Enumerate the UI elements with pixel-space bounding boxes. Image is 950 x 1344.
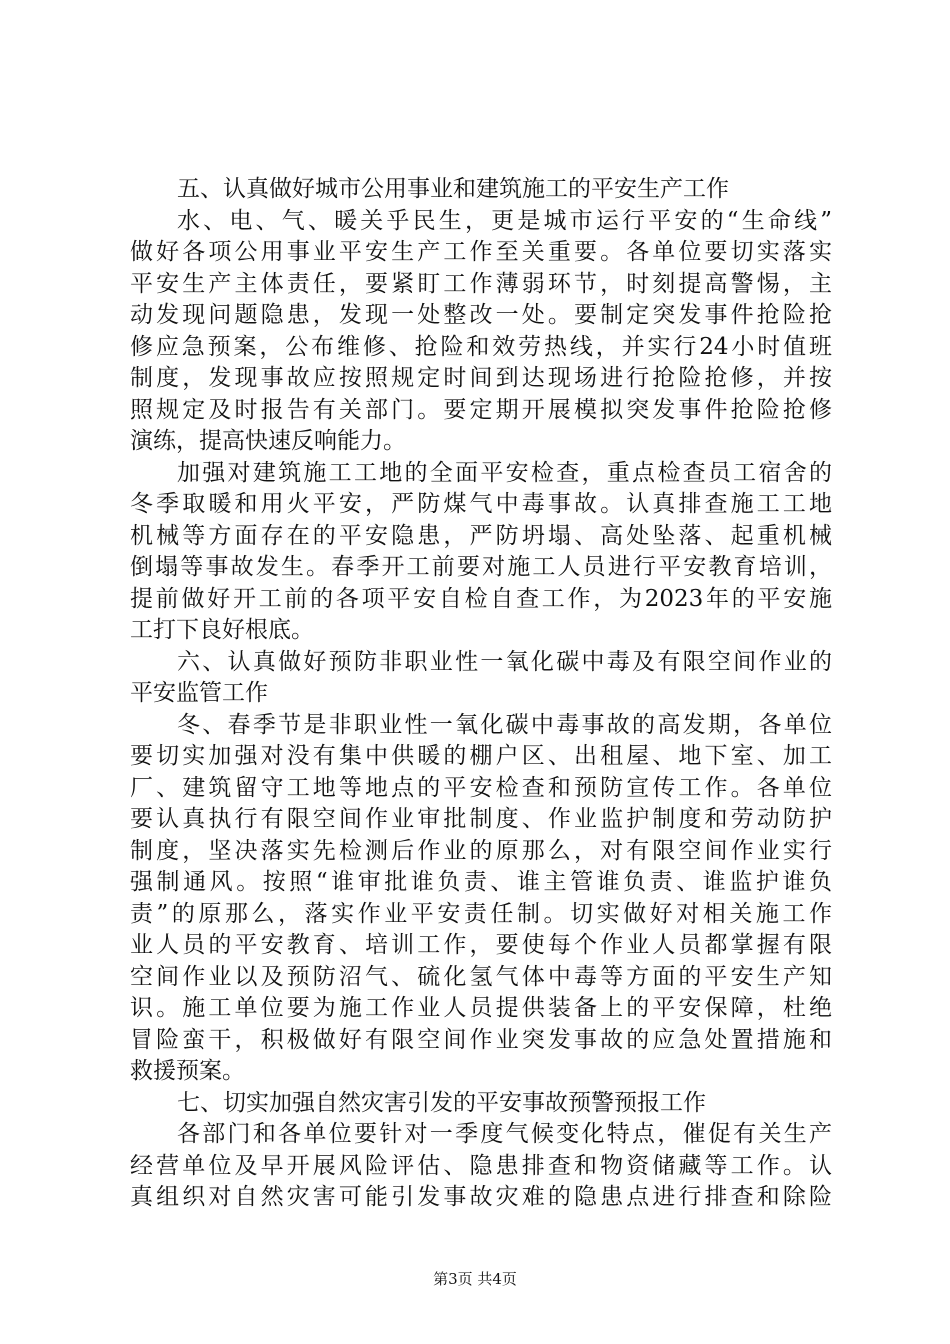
text-line: 救援预案。 <box>130 1058 245 1084</box>
text-line: 各部门和各单位要针对一季度气候变化特点，催促有关生产 <box>177 1121 832 1147</box>
text-line: 加强对建筑施工工地的全面平安检查，重点检查员工宿舍的 <box>177 459 832 486</box>
text-line: 做好各项公用事业平安生产工作至关重要。各单位要切实落实 <box>130 239 832 265</box>
text-line: 修应急预案，公布维修、抢险和效劳热线，并实行24小时值班 <box>130 333 832 360</box>
document-body <box>130 174 832 1214</box>
text-line: 平安监管工作 <box>130 680 268 706</box>
text-line: 演练，提高快速反响能力。 <box>130 428 406 454</box>
paragraph <box>130 1119 832 1214</box>
paragraph <box>130 458 832 647</box>
paragraph <box>130 710 832 1088</box>
text-line: 工打下良好根底。 <box>130 617 314 643</box>
text-line: 五、认真做好城市公用事业和建筑施工的平安生产工作 <box>177 176 729 202</box>
text-line: 识。施工单位要为施工作业人员提供装备上的平安保障，杜绝 <box>130 995 832 1021</box>
text-line: 制度，坚决落实先检测后作业的原那么，对有限空间作业实行 <box>130 837 832 864</box>
text-line: 平安生产主体责任，要紧盯工作薄弱环节，时刻提高警惕，主 <box>130 270 832 297</box>
text-line: 冒险蛮干，积极做好有限空间作业突发事故的应急处置措施和 <box>130 1026 832 1053</box>
text-line: 倒塌等事故发生。春季开工前要对施工人员进行平安教育培训， <box>130 554 832 580</box>
text-line: 要切实加强对没有集中供暖的棚户区、出租屋、地下室、加工 <box>130 743 832 769</box>
page-footer: 第3页 共4页 <box>433 1270 517 1288</box>
text-line: 机械等方面存在的平安隐患，严防坍塌、高处坠落、起重机械 <box>130 522 832 549</box>
text-line: 制度，发现事故应按照规定时间到达现场进行抢险抢修，并按 <box>130 365 832 391</box>
text-line: 七、切实加强自然灾害引发的平安事故预警预报工作 <box>177 1089 706 1116</box>
section-heading <box>130 174 832 206</box>
text-line: 冬、春季节是非职业性一氧化碳中毒事故的高发期，各单位 <box>177 711 832 738</box>
text-line: 冬季取暖和用火平安，严防煤气中毒事故。认真排查施工工地 <box>130 491 832 517</box>
text-line: 厂、建筑留守工地等地点的平安检查和预防宣传工作。各单位 <box>130 774 832 801</box>
text-line: 真组织对自然灾害可能引发事故灾难的隐患点进行排查和除险 <box>130 1184 832 1210</box>
text-line: 六、认真做好预防非职业性一氧化碳中毒及有限空间作业的 <box>177 648 832 675</box>
text-line: 业人员的平安教育、培训工作，要使每个作业人员都掌握有限 <box>130 932 832 958</box>
text-line: 要认真执行有限空间作业审批制度、作业监护制度和劳动防护 <box>130 806 832 832</box>
text-line: 经营单位及早开展风险评估、隐患排查和物资储藏等工作。认 <box>130 1152 832 1179</box>
text-line: 动发现问题隐患，发现一处整改一处。要制定突发事件抢险抢 <box>130 302 832 328</box>
text-line: 照规定及时报告有关部门。要定期开展模拟突发事件抢险抢修 <box>130 396 832 423</box>
paragraph <box>130 206 832 458</box>
section-heading <box>130 1088 832 1120</box>
text-line: 强制通风。按照“谁审批谁负责、谁主管谁负责、谁监护谁负 <box>130 869 832 895</box>
text-line: 空间作业以及预防沼气、硫化氢气体中毒等方面的平安生产知 <box>130 963 832 990</box>
text-line: 提前做好开工前的各项平安自检自查工作，为2023年的平安施 <box>130 585 832 612</box>
text-line: 水、电、气、暖关乎民生，更是城市运行平安的“生命线” <box>177 207 832 234</box>
section-heading <box>130 647 832 710</box>
text-line: 责”的原那么，落实作业平安责任制。切实做好对相关施工作 <box>130 900 832 927</box>
